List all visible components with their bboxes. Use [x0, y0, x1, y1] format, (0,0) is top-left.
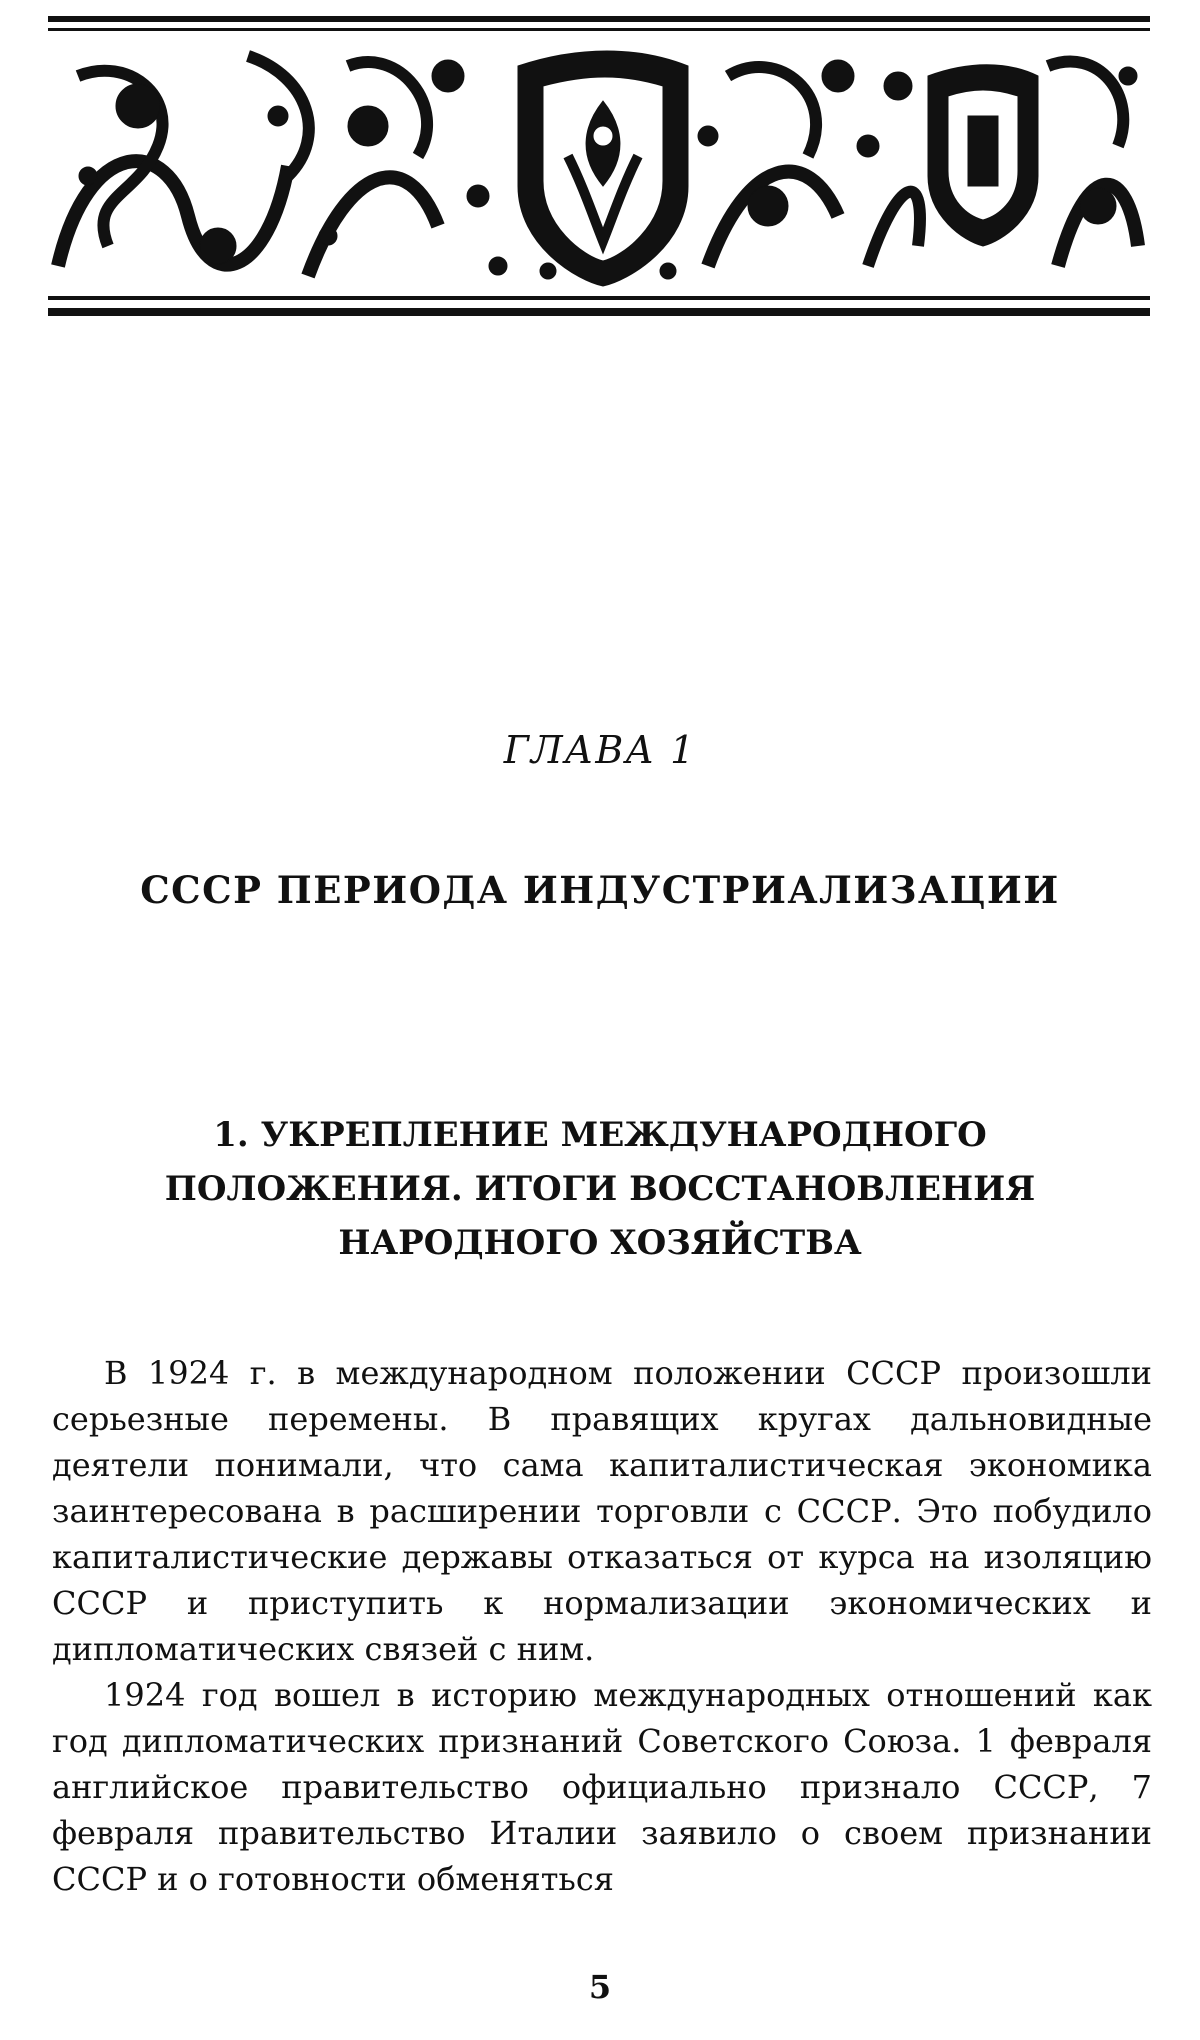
paragraph: В 1924 г. в международном положении СССР произошли серьезные перемены. В правящих кругах дальновидные деятели понимали, что сама капиталистическая экономика заинтересована в расширении торговли с СССР. Это побудило капиталистические державы отказаться от курса на изоляцию СССР и приступить к нормализации экономических и дипломатических связей с ним. [52, 1354, 1152, 1668]
chapter-title: СССР ПЕРИОДА ИНДУСТРИАЛИЗАЦИИ [140, 868, 1060, 912]
ornament-header-icon [48, 16, 1150, 318]
paragraph: 1924 год вошел в историю международных отношений как год дипломатических признаний Советского Союза. 1 февраля английское правительство официально признало СССР, 7 февраля правительство Италии заявило о своем признании СССР и о готовности обменяться [52, 1676, 1152, 1898]
chapter-label: ГЛАВА 1 [503, 728, 697, 772]
section-title-line: НАРОДНОГО ХОЗЯЙСТВА [338, 1223, 862, 1263]
body-text [52, 1350, 1152, 1902]
section-title-line: ПОЛОЖЕНИЯ. ИТОГИ ВОССТАНОВЛЕНИЯ [164, 1169, 1036, 1209]
page-number: 5 [588, 1968, 612, 2006]
section-title-line: 1. УКРЕПЛЕНИЕ МЕЖДУНАРОДНОГО [213, 1115, 987, 1155]
section-title [100, 1108, 1100, 1270]
